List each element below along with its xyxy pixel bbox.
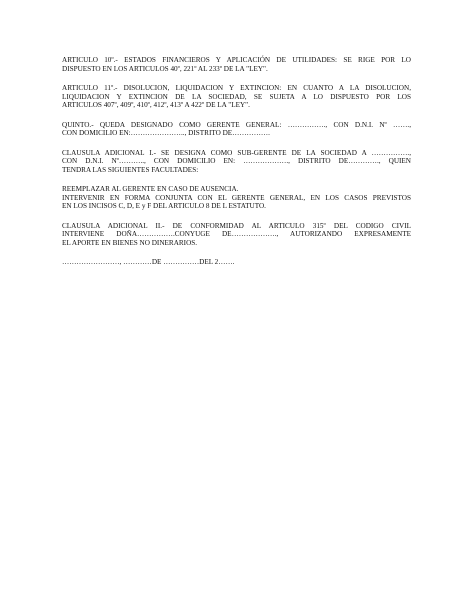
text-line: CLAUSULA ADICIONAL I.- SE DESIGNA COMO SUB-GERENTE DE LA SOCIEDAD A ……………., [62,148,411,157]
text-line: LIQUIDACION Y EXTINCION DE LA SOCIEDAD, SE SUJETA A LO DISPUESTO POR LOS [62,92,411,101]
text-line: INTERVIENE DOÑA…………….CONYUGE DE………………., AUTORIZANDO EXPRESAMENTE [62,230,411,238]
signature-date-line: ……………………, …………DE ……………DEL 2……. [62,258,235,266]
text-line: ARTICULO 11º.- DISOLUCION, LIQUIDACION Y EXTINCION: EN CUANTO A LA DISOLUCION, [62,84,411,92]
article-10-paragraph [62,56,411,73]
article-11-paragraph [62,84,411,110]
text-line: QUINTO.- QUEDA DESIGNADO COMO GERENTE GENERAL: ……………., CON D.N.I. Nº ……., [62,120,411,129]
text-line: CON D.N.I. Nº……….., CON DOMICILIO EN: ………………., DISTRITO DE…………., QUIEN [62,157,411,165]
faculties-paragraph [62,185,411,211]
text-line: DISPUESTO EN LOS ARTICULOS 40º, 221º AL 233º DE LA "LEY". [62,64,268,73]
clausula-adicional-1-paragraph [62,149,411,175]
text-line: TENDRA LAS SIGUIENTES FACULTADES: [62,165,199,174]
text-line: INTERVENIR EN FORMA CONJUNTA CON EL GERENTE GENERAL, EN LOS CASOS PREVISTOS [62,193,411,202]
text-line: ARTICULOS 407º, 409º, 410º, 412º, 413º A 422º DE LA "LEY". [62,101,250,109]
text-line: EN LOS INCISOS C, D, E y F DEL ARTICULO 8 DE L ESTATUTO. [62,202,266,210]
text-line: CON DOMICILIO EN:………………….., DISTRITO DE……………. [62,129,270,137]
quinto-paragraph [62,121,411,138]
text-line: ARTICULO 10º.- ESTADOS FINANCIEROS Y APLICACIÓN DE UTILIDADES: SE RIGE POR LO [62,56,411,64]
text-line: EL APORTE EN BIENES NO DINERARIOS. [62,238,198,247]
clausula-adicional-2-paragraph [62,222,411,248]
text-line: REEMPLAZAR AL GERENTE EN CASO DE AUSENCIA. [62,185,239,193]
text-line: CLAUSULA ADICIONAL II.- DE CONFORMIDAD AL ARTICULO 315º DEL CODIGO CIVIL [62,221,411,230]
document-page [62,56,411,278]
